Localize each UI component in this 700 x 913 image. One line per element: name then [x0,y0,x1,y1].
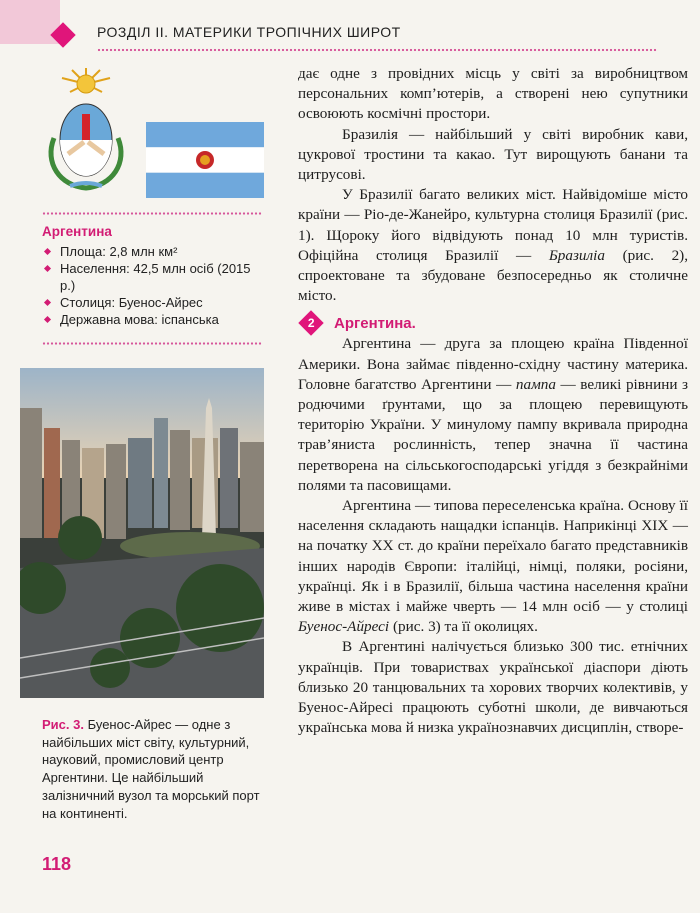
corner-accent [0,0,60,44]
header-divider [97,48,657,52]
paragraph: В Аргентині налічується близько 300 тис. етнічних українців. При товариствах української діаспори діють близько 20 танцювальних та хорових творчих колективів, у Буенос-Айресі працюють суботні школи, де вивчаються українська мова й низка українознавчих дисциплін, створе- [298,638,688,737]
argentina-flag-icon [146,122,264,198]
fact-capital: Столиця: Буенос-Айрес [42,294,264,311]
main-text-column [298,64,688,739]
paragraph: дає одне з провідних місць у світі за виробництвом персональних комп’ютерів, а створені нею супутники освоюють космічні простори. [298,65,688,123]
page-number: 118 [42,854,72,874]
section-number-badge: 2 [298,311,323,336]
figure-caption [42,716,264,822]
caption-text: Буенос-Айрес — одне з найбільших міст світу, культурний, науковий, промисловий центр Аргентини. Це найбільший залізничний вузол та морський порт на континенті. [42,717,260,821]
country-info-box [42,224,264,328]
fact-area: Площа: 2,8 млн км² [42,243,264,260]
paragraph: Аргентина — типова переселенська країна. Основу її населення складають нащадки іспанців. Наприкінці XIX — на початку XX ст. до країни переїхало багато представників інших народів Європи: італійці, німці, поляки, росіяни, українці. Як і в Бразилії, більша частина населення країни живе в містах і майже чверть — 14 млн осіб — у столиці Буенос-Айресі (рис. 3) та її околицях. [298,497,688,636]
section-heading [298,312,688,334]
paragraph: Бразилія — найбільший у світі виробник кави, цукрової тростини та какао. Тут вирощують банани та цитрусові. [298,125,688,184]
info-top-divider [42,212,262,215]
info-bottom-divider [42,342,262,345]
buenos-aires-photo [20,368,264,698]
country-name: Аргентина [42,224,112,239]
running-header: РОЗДІЛ ІІ. МАТЕРИКИ ТРОПІЧНИХ ШИРОТ [97,24,401,40]
section-title: Аргентина. [334,314,416,332]
fact-population: Населення: 42,5 млн осіб (2015 р.) [42,260,264,294]
fact-language: Державна мова: іспанська [42,311,264,328]
paragraph: У Бразилії багато великих міст. Найвідоміше місто країни — Ріо-де-Жанейро, культурна столиця Бразилії (рис. 1). Щороку його відвідують понад 10 млн туристів. Офіційна столиця Бразилії — Бразиліа (рис. 2), спроектоване та збудоване безпосередньо як столичне місто. [298,186,689,305]
paragraph: Аргентина — друга за площею країна Південної Америки. Вона займає південно-східну частину материка. Головне багатство Аргентини — пампа — великі рівнини з родючими ґрунтами, що за площею перевищують територію України. У минулому пампу вкривала природна трав’яниста рослинність, тепер значна її частина перетворена на сільськогосподарські угіддя з безкрайніми полями та пасовищами. [298,335,689,494]
figure-label: Рис. 3. [42,717,84,732]
argentina-coat-of-arms-icon [40,68,132,194]
country-facts-list [42,243,264,328]
